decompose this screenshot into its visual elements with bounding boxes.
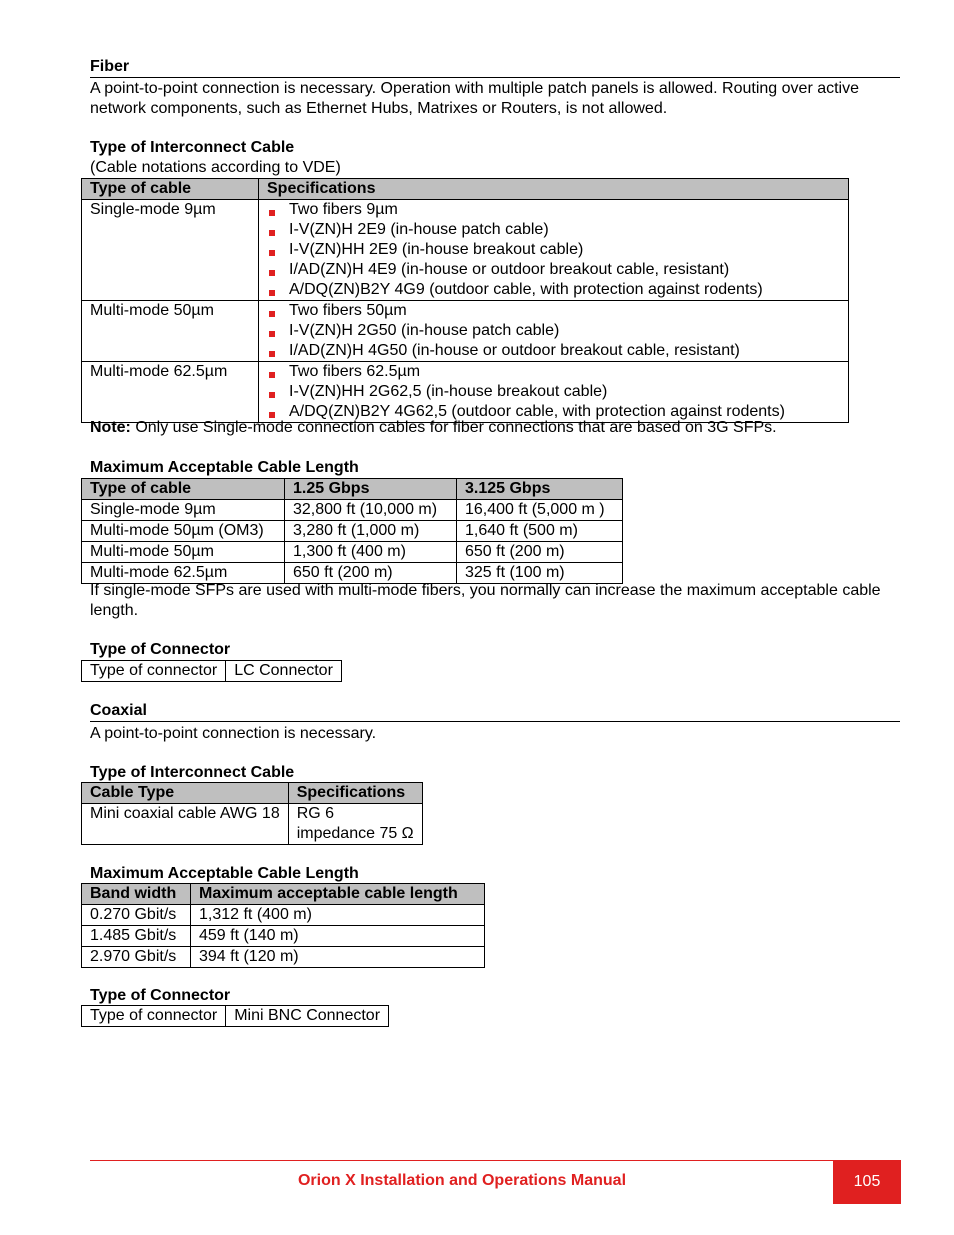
- coaxial-length-table: [81, 883, 485, 968]
- cable-type-cell: Single-mode 9µm: [82, 200, 259, 301]
- list-item: A/DQ(ZN)B2Y 4G9 (outdoor cable, with protection against rodents): [267, 280, 840, 300]
- table-cell: 1,300 ft (400 m): [285, 542, 457, 563]
- page-number: 105: [833, 1160, 901, 1204]
- table-row: [82, 905, 485, 926]
- coaxial-heading: Coaxial: [90, 702, 147, 719]
- table-header-cell: Type of cable: [82, 179, 259, 200]
- table-cell: 16,400 ft (5,000 m ): [457, 500, 623, 521]
- cable-type-cell: Mini coaxial cable AWG 18: [82, 804, 289, 845]
- table-cell: 1,640 ft (500 m): [457, 521, 623, 542]
- list-item: I-V(ZN)HH 2G62,5 (in-house breakout cable): [267, 382, 840, 402]
- table-cell: 32,800 ft (10,000 m): [285, 500, 457, 521]
- list-item: I-V(ZN)H 2E9 (in-house patch cable): [267, 220, 840, 240]
- fiber-length-after: If single-mode SFPs are used with multi-mode fibers, you normally can increase the maximum acceptable cable length.: [90, 582, 881, 619]
- table-cell: 650 ft (200 m): [457, 542, 623, 563]
- note-text: Only use Single-mode connection cables for fiber connections that are based on 3G SFPs.: [130, 419, 777, 436]
- table-header-row: [82, 179, 849, 200]
- table-header-cell: Band width: [82, 884, 191, 905]
- cable-type-cell: Multi-mode 62.5µm: [82, 362, 259, 423]
- cable-spec-cell: [259, 200, 849, 301]
- fiber-connector-heading: Type of Connector: [90, 641, 231, 658]
- table-header-cell: Type of cable: [82, 479, 285, 500]
- spec-list: [267, 362, 840, 422]
- fiber-length-table: [81, 478, 623, 584]
- connector-value-cell: Mini BNC Connector: [226, 1006, 389, 1027]
- table-cell: 1.485 Gbit/s: [82, 926, 191, 947]
- table-row: [82, 1006, 389, 1027]
- table-row: [82, 200, 849, 301]
- connector-label-cell: Type of connector: [82, 661, 226, 682]
- note-label: Note:: [90, 419, 131, 436]
- coaxial-length-heading: Maximum Acceptable Cable Length: [90, 865, 359, 882]
- table-cell: Multi-mode 50µm: [82, 542, 285, 563]
- table-cell: 325 ft (100 m): [457, 563, 623, 584]
- table-row: [82, 542, 623, 563]
- footer-title: Orion X Installation and Operations Manual: [297, 1172, 627, 1189]
- table-header-row: [82, 884, 485, 905]
- connector-label-cell: Type of connector: [82, 1006, 226, 1027]
- table-cell: 459 ft (140 m): [191, 926, 485, 947]
- table-header-cell: 3.125 Gbps: [457, 479, 623, 500]
- fiber-heading: Fiber: [90, 58, 130, 75]
- table-row: [82, 804, 423, 845]
- list-item: I-V(ZN)HH 2E9 (in-house breakout cable): [267, 240, 840, 260]
- fiber-cable-table: [81, 178, 849, 423]
- coaxial-intro: A point-to-point connection is necessary.: [90, 725, 377, 742]
- fiber-connector-table: [81, 660, 342, 682]
- coaxial-connector-heading: Type of Connector: [90, 987, 231, 1004]
- table-row: [82, 521, 623, 542]
- table-header-row: [82, 783, 423, 804]
- cable-spec-cell: [259, 301, 849, 362]
- fiber-heading-rule: [90, 77, 900, 78]
- list-item: Two fibers 9µm: [267, 200, 840, 220]
- coaxial-connector-table: [81, 1005, 389, 1027]
- table-cell: 394 ft (120 m): [191, 947, 485, 968]
- table-cell: 0.270 Gbit/s: [82, 905, 191, 926]
- list-item: I/AD(ZN)H 4E9 (in-house or outdoor breakout cable, resistant): [267, 260, 840, 280]
- table-header-row: [82, 479, 623, 500]
- fiber-cable-vde-note: (Cable notations according to VDE): [90, 159, 341, 176]
- cable-spec-cell: [259, 362, 849, 423]
- spec-list: [267, 301, 840, 361]
- list-item: I/AD(ZN)H 4G50 (in-house or outdoor breakout cable, resistant): [267, 341, 840, 361]
- spec-list: [267, 200, 840, 300]
- table-header-cell: 1.25 Gbps: [285, 479, 457, 500]
- connector-value-cell: LC Connector: [226, 661, 342, 682]
- cable-spec-cell: [288, 804, 422, 845]
- table-header-cell: Cable Type: [82, 783, 289, 804]
- table-cell: Single-mode 9µm: [82, 500, 285, 521]
- fiber-length-heading: Maximum Acceptable Cable Length: [90, 459, 359, 476]
- coaxial-cable-heading: Type of Interconnect Cable: [90, 764, 295, 781]
- fiber-intro: A point-to-point connection is necessary. Operation with multiple patch panels is allowed. Routing over active network components, such as Ethernet Hubs, Matrixes or Routers, is not allowed.: [90, 80, 860, 117]
- table-row: [82, 301, 849, 362]
- list-item: Two fibers 62.5µm: [267, 362, 840, 382]
- list-item: Two fibers 50µm: [267, 301, 840, 321]
- footer-rule: [90, 1160, 834, 1161]
- table-row: [82, 947, 485, 968]
- coaxial-heading-rule: [90, 721, 900, 722]
- table-cell: 2.970 Gbit/s: [82, 947, 191, 968]
- table-cell: 3,280 ft (1,000 m): [285, 521, 457, 542]
- table-row: [82, 926, 485, 947]
- table-header-cell: Maximum acceptable cable length: [191, 884, 485, 905]
- table-cell: Multi-mode 50µm (OM3): [82, 521, 285, 542]
- table-header-cell: Specifications: [288, 783, 422, 804]
- table-header-cell: Specifications: [259, 179, 849, 200]
- list-item: I-V(ZN)H 2G50 (in-house patch cable): [267, 321, 840, 341]
- table-row: [82, 661, 342, 682]
- table-row: [82, 500, 623, 521]
- table-cell: 650 ft (200 m): [285, 563, 457, 584]
- table-cell: Multi-mode 62.5µm: [82, 563, 285, 584]
- table-cell: 1,312 ft (400 m): [191, 905, 485, 926]
- table-row: [82, 362, 849, 423]
- list-item: A/DQ(ZN)B2Y 4G62,5 (outdoor cable, with protection against rodents): [267, 402, 840, 422]
- coaxial-cable-table: [81, 782, 423, 845]
- spec-line: RG 6: [296, 805, 335, 822]
- fiber-cable-heading: Type of Interconnect Cable: [90, 139, 295, 156]
- spec-line: impedance 75 Ω: [296, 825, 414, 842]
- cable-type-cell: Multi-mode 50µm: [82, 301, 259, 362]
- fiber-note: [90, 418, 777, 438]
